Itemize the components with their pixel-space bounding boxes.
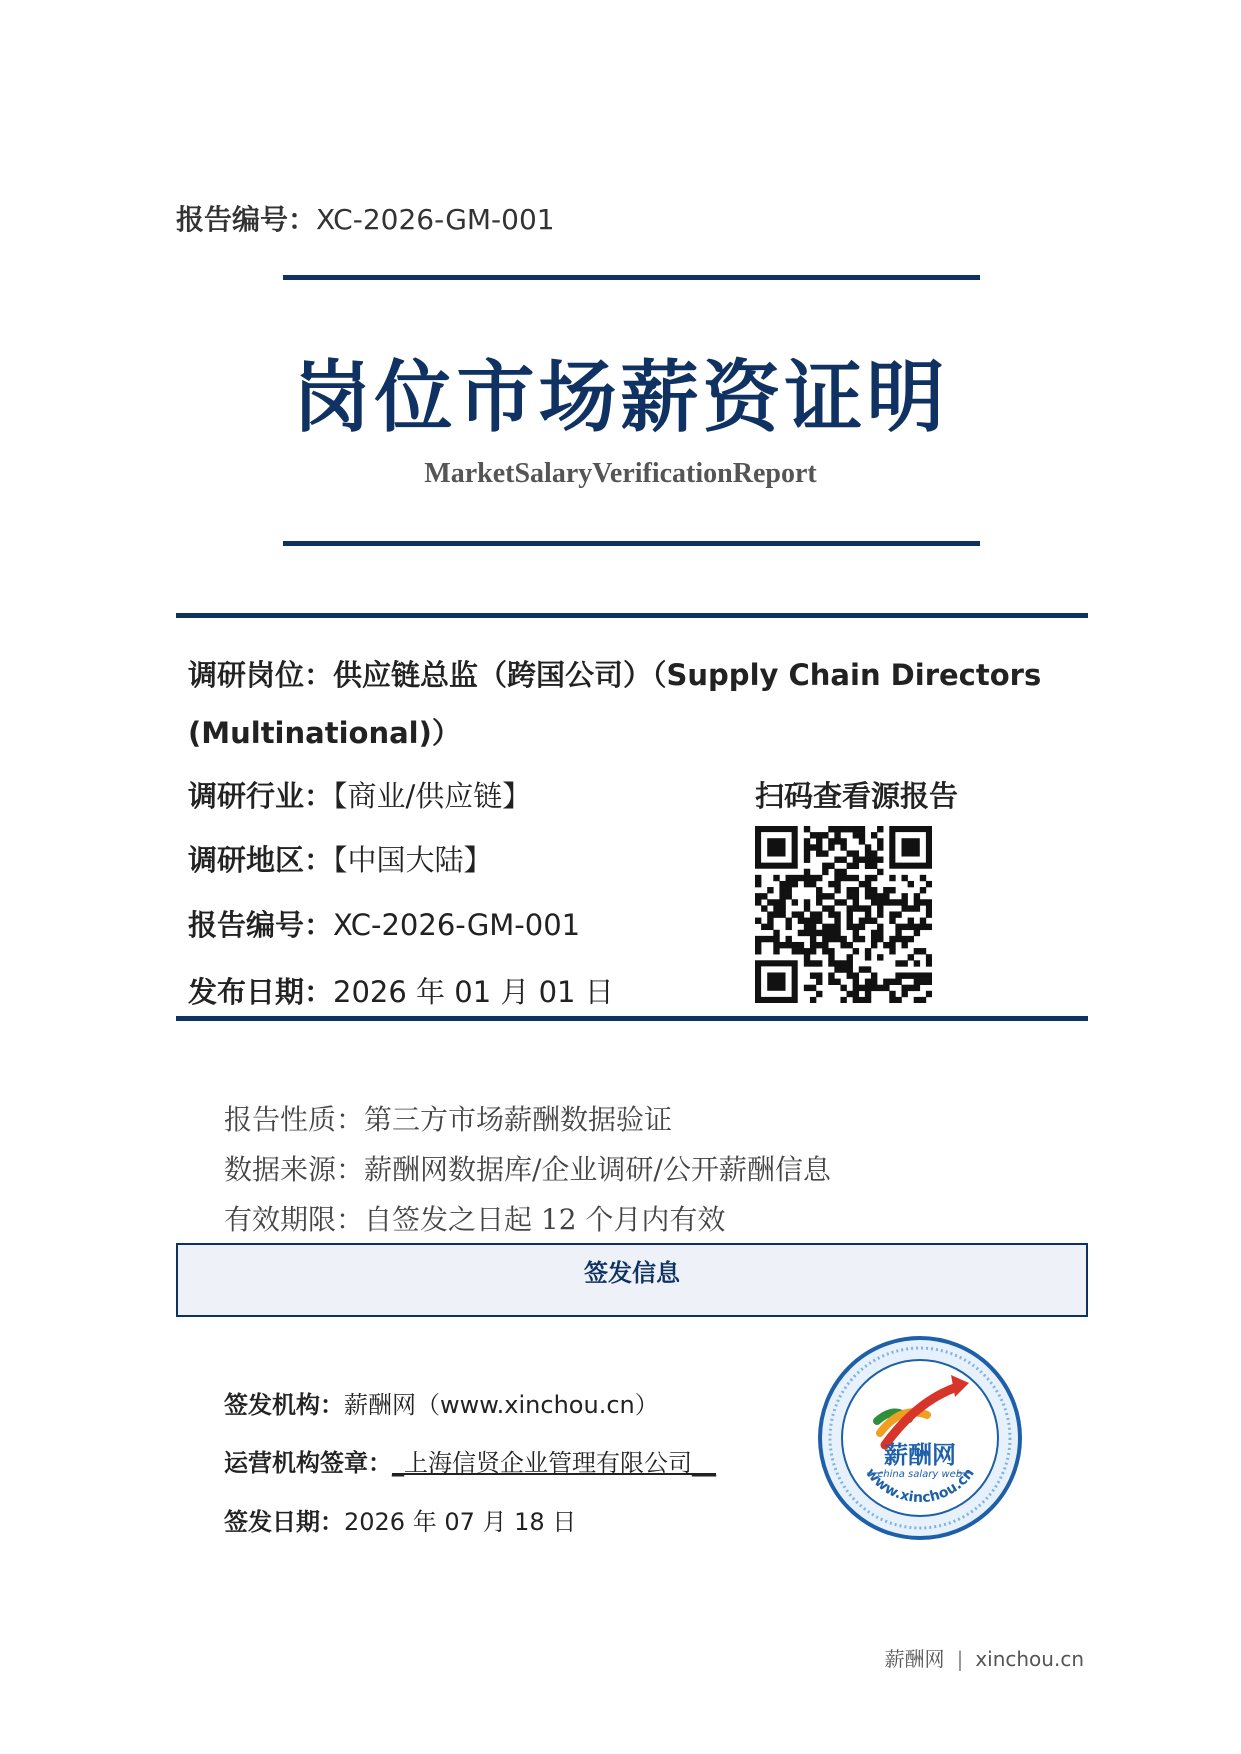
- qr-code-icon[interactable]: [755, 826, 932, 1003]
- report-number-field: [188, 903, 580, 944]
- issuer-value: 薪酬网（www.xinchou.cn）: [344, 1391, 659, 1419]
- seal-brand: 薪酬网: [884, 1441, 956, 1469]
- issue-date-label: 签发日期：: [224, 1508, 344, 1536]
- qr-code-graphic: [755, 826, 932, 1003]
- seal-logo-icon: [817, 1335, 1023, 1541]
- publish-date-value: 2026 年 01 月 01 日: [333, 975, 614, 1009]
- title-top-rule: [283, 275, 980, 280]
- top-report-number-label: 报告编号：: [176, 203, 317, 236]
- report-number-value: XC-2026-GM-001: [333, 908, 581, 942]
- footer-domain[interactable]: xinchou.cn: [975, 1647, 1084, 1671]
- company-seal: [817, 1335, 1023, 1541]
- top-report-number: [176, 198, 555, 238]
- position-value: 供应链总监（跨国公司）（Supply Chain Directors (Multinational)）: [188, 658, 1042, 750]
- top-report-number-value: XC-2026-GM-001: [316, 203, 555, 236]
- validity-period: 有效期限：自签发之日起 12 个月内有效: [224, 1203, 726, 1236]
- operator-value: _上海信贤企业管理有限公司__: [392, 1449, 716, 1477]
- page-title: 岗位市场薪资证明: [292, 352, 949, 443]
- info-top-rule: [176, 613, 1088, 618]
- industry-value: 【商业/供应链】: [333, 779, 532, 813]
- industry-label: 调研行业：: [188, 779, 334, 813]
- region-label: 调研地区：: [188, 843, 334, 877]
- seal-url: www.xinchou.cn: [862, 1465, 978, 1507]
- title-bottom-rule: [283, 541, 980, 546]
- seal-tagline: china salary web: [877, 1469, 963, 1480]
- region-value: 【中国大陆】: [333, 843, 493, 877]
- info-bottom-rule: [176, 1016, 1088, 1021]
- footer-brand: 薪酬网: [884, 1647, 945, 1671]
- footer: [885, 1643, 1084, 1672]
- region-field: [188, 838, 493, 879]
- report-number-label: 报告编号：: [188, 908, 334, 942]
- publish-date-label: 发布日期：: [188, 975, 334, 1009]
- position-field: [188, 646, 1068, 762]
- issuer-field: [224, 1385, 659, 1420]
- page-subtitle: MarketSalaryVerificationReport: [424, 458, 817, 489]
- operator-label: 运营机构签章：: [224, 1449, 392, 1477]
- industry-field: [188, 774, 531, 815]
- footer-separator: |: [956, 1647, 964, 1671]
- report-nature: 报告性质：第三方市场薪酬数据验证: [224, 1103, 673, 1136]
- issue-info-title: 签发信息: [584, 1259, 680, 1287]
- position-label: 调研岗位：: [188, 658, 334, 692]
- data-source: 数据来源：薪酬网数据库/企业调研/公开薪酬信息: [224, 1153, 831, 1186]
- operator-field: [224, 1443, 716, 1478]
- qr-title: 扫码查看源报告: [755, 779, 959, 813]
- issue-date-field: [224, 1502, 576, 1537]
- issue-date-value: 2026 年 07 月 18 日: [344, 1508, 577, 1536]
- issuer-label: 签发机构：: [224, 1391, 344, 1419]
- publish-date-field: [188, 970, 614, 1011]
